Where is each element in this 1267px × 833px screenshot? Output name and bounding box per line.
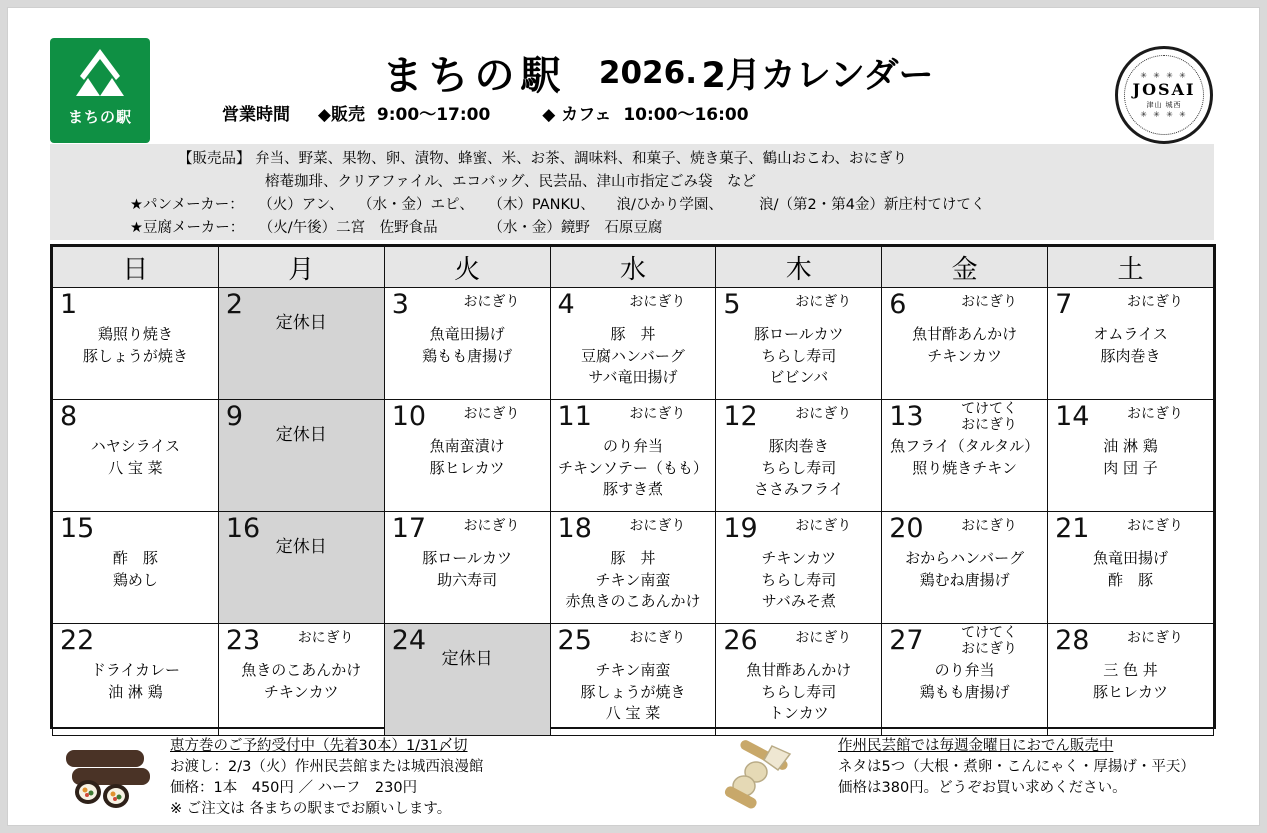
calendar-day-cell[interactable] [882,624,1048,736]
day-number: 4 [557,289,575,320]
machino-eki-logo [50,38,150,143]
day-cell-content [1048,512,1213,623]
seal-dots-bottom: ✳ ✳ ✳ ✳ [1140,110,1188,119]
day-menu [551,436,716,501]
day-menu [1048,660,1213,703]
menu-item: 魚甘酢あんかけ [746,661,852,679]
day-tag: おにぎり [629,294,686,310]
day-cell-content [551,624,716,735]
menu-item: 鶏むね唐揚げ [919,570,1010,589]
day-menu [53,324,218,367]
day-number: 1 [60,289,78,320]
closed-label: 定休日 [275,537,327,557]
menu-item: ちらし寿司 [761,346,837,365]
day-tag: おにぎり [1127,518,1183,534]
business-hours [222,100,982,125]
menu-item: 油 淋 鶏 [1103,437,1158,455]
calendar-day-cell[interactable] [218,624,384,736]
seal-sub: 津山 城西 [1146,102,1182,109]
menu-item: 豚ロールカツ [422,549,512,567]
weekday-header-sun: 日 [53,247,219,288]
day-menu [716,436,881,501]
info-line-2: 榕菴珈琲、クリアファイル、エコバッグ、民芸品、津山市指定ごみ袋 など [265,174,756,190]
menu-item: チキンカツ [761,549,837,567]
menu-item: チキン南蛮 [595,570,671,589]
menu-item: 豚すき煮 [602,480,663,498]
oden-line-1: 作州民芸館では毎週金曜日におでん販売中 [838,738,1114,754]
day-number: 6 [889,289,907,320]
menu-item: ちらし寿司 [761,570,837,589]
oden-line-3: 価格は380円。どうぞお買い求めください。 [838,780,1127,796]
day-cell-content [53,512,218,623]
mountain-house-icon [64,46,136,102]
day-menu [53,548,218,591]
day-cell-content [716,624,881,735]
day-menu [1048,324,1213,367]
calendar-day-cell[interactable] [882,400,1048,512]
menu-item: ビビンバ [769,368,829,386]
menu-item: 三 色 丼 [1103,661,1158,679]
menu-item: チキンカツ [263,682,339,701]
ehomaki-line-3: 価格：1本 450円 ／ ハーフ 230円 [170,780,418,796]
day-menu [551,548,716,613]
menu-item: 豚ヒレカツ [429,458,505,477]
hours-cafe-mark: ◆ カフェ [542,105,612,125]
day-cell-content [219,624,384,735]
day-menu [1048,548,1213,591]
day-number: 2 [225,289,244,320]
menu-item: 豚肉巻き [768,437,829,455]
day-cell-content [882,512,1047,623]
menu-item: のり弁当 [602,437,663,455]
calendar-day-cell[interactable] [384,512,550,624]
hours-sell-time: 9:00〜17:00 [376,105,491,125]
day-number: 18 [557,513,592,544]
day-number: 20 [889,513,924,544]
day-tag: おにぎり [629,518,686,534]
menu-item: 助六寿司 [437,570,498,589]
day-cell-content [1048,400,1213,511]
oden-line-2: ネタは5つ（大根・煮卵・こんにゃく・厚揚げ・平天） [838,759,1195,775]
day-number: 16 [225,513,261,544]
menu-item: 魚甘酢あんかけ [912,325,1018,343]
day-tag: おにぎり [463,518,520,534]
calendar-day-cell[interactable] [716,288,882,400]
menu-item: 豚 丼 [610,549,656,567]
menu-item: 鶏めし [112,570,158,589]
menu-item: チキン南蛮 [595,661,671,679]
menu-item: 鶏照り焼き [97,325,173,343]
ehomaki-text [170,736,483,820]
calendar-day-cell[interactable] [53,624,219,736]
day-tag: おにぎり [795,518,852,534]
day-cell-content [882,288,1047,399]
day-menu [53,436,218,479]
calendar-day-cell[interactable] [218,512,384,624]
menu-item: チキンカツ [927,346,1003,365]
day-number: 21 [1055,513,1090,544]
calendar-week-row [53,624,1214,736]
day-menu [716,548,881,613]
menu-item: 豚ロールカツ [753,325,844,343]
info-line-4: ★豆腐メーカー： （火/午後）二宮 佐野食品 （水・金）鏡野 石原豆腐 [130,220,663,236]
day-cell-content [385,512,550,623]
day-number: 15 [60,513,95,544]
menu-item: 豚肉巻き [1100,346,1161,365]
day-cell-content [716,512,881,623]
day-cell-content [1048,624,1213,735]
calendar-week-row [53,288,1214,400]
day-cell-content [385,624,550,735]
closed-label: 定休日 [275,313,327,333]
calendar-day-cell[interactable] [716,512,882,624]
calendar-grid [50,244,1216,729]
josai-seal-icon [1115,46,1213,144]
day-number: 8 [60,401,78,432]
title-year: 2026. [598,54,697,91]
menu-item: 鶏もも唐揚げ [422,346,513,365]
menu-item: 酢 豚 [112,549,158,567]
day-number: 11 [557,401,592,432]
calendar-day-cell[interactable] [384,624,550,736]
calendar-day-cell[interactable] [53,512,219,624]
menu-item: 照り焼きチキン [912,458,1018,477]
day-tag: おにぎり [463,406,520,422]
day-number: 7 [1055,289,1073,320]
day-cell-content [219,512,384,623]
ehomaki-line-1: 恵方巻のご予約受付中（先着30本）1/31〆切 [170,738,468,754]
day-tag: おにぎり [795,294,852,310]
day-number: 19 [723,513,758,544]
day-number: 22 [60,625,95,656]
info-line-3: ★パンメーカー： （火）アン、 （水・金）エピ、 （木）PANKU、 浪/ひかり学園、 浪/（第2・第4金）新庄村てけてく [130,197,986,213]
day-number: 14 [1055,401,1090,432]
info-band [50,144,1214,240]
weekday-header-row [53,247,1214,288]
calendar-day-cell[interactable] [1048,400,1214,512]
calendar-day-cell[interactable] [1048,624,1214,736]
calendar-day-cell[interactable] [550,400,716,512]
calendar-day-cell[interactable] [882,288,1048,400]
day-tag: おにぎり [463,294,520,310]
day-menu [882,548,1047,591]
menu-item: ちらし寿司 [761,682,837,701]
day-cell-content [385,400,550,511]
calendar-page [8,8,1259,825]
menu-item: 豚 丼 [610,325,656,343]
day-tag: おにぎり [961,518,1018,534]
day-tag: おにぎり [629,406,686,422]
footer-notices [50,734,1216,818]
day-tag: おにぎり [961,294,1018,310]
menu-item: 肉 団 子 [1103,458,1158,477]
hours-sell-mark: ◆販売 [317,105,365,125]
menu-item: ハヤシライス [90,437,181,455]
closed-label: 定休日 [441,649,493,669]
menu-item: 豚しょうが焼き [82,346,188,365]
menu-item: トンカツ [768,704,829,722]
menu-item: 鶏もも唐揚げ [919,682,1010,701]
menu-item: ちらし寿司 [761,458,837,477]
day-cell-content [219,288,384,399]
oden-text [838,736,1195,799]
menu-item: 豆腐ハンバーグ [580,346,685,365]
title-main: まちの駅 [382,53,567,99]
day-cell-content [551,288,716,399]
day-menu [551,324,716,389]
day-number: 10 [391,401,427,432]
day-menu [385,324,550,367]
day-menu [385,548,550,591]
page-header [8,8,1259,126]
menu-item: 八 宝 菜 [108,458,163,477]
day-menu [716,660,881,725]
day-cell-content [53,624,218,735]
day-tag: おにぎり [297,630,354,646]
calendar-week-row [53,400,1214,512]
calendar-day-cell[interactable] [716,400,882,512]
calendar-day-cell[interactable] [550,288,716,400]
day-tag: おにぎり [795,406,852,422]
calendar-week-row [53,512,1214,624]
menu-item: 八 宝 菜 [605,704,661,722]
day-menu [219,660,384,703]
calendar-day-cell[interactable] [1048,512,1214,624]
calendar-day-cell[interactable] [218,400,384,512]
weekday-header-wed: 水 [550,247,716,288]
day-number: 24 [391,625,427,656]
page-title [338,44,978,101]
menu-item: オムライス [1093,325,1168,343]
day-cell-content [53,288,218,399]
day-menu [882,324,1047,367]
menu-item: 赤魚きのこあんかけ [565,592,701,610]
weekday-header-thu: 木 [716,247,882,288]
menu-item: 魚フライ（タルタル） [890,437,1040,455]
menu-item: サバ竜田揚げ [588,368,678,386]
day-tag: てけてく おにぎり [961,401,1018,433]
day-cell-content [551,400,716,511]
calendar-day-cell[interactable] [716,624,882,736]
seal-dots-top: ✳ ✳ ✳ ✳ [1140,71,1188,80]
day-number: 25 [557,625,592,656]
day-cell-content [716,288,881,399]
day-number: 17 [391,513,427,544]
day-number: 28 [1055,625,1090,656]
day-number: 27 [889,625,924,656]
menu-item: ドライカレー [90,661,180,679]
menu-item: ささみフライ [754,480,844,498]
day-menu [882,660,1047,703]
calendar-day-cell[interactable] [1048,288,1214,400]
menu-item: 豚しょうが焼き [580,682,686,701]
weekday-header-mon: 月 [218,247,384,288]
day-number: 13 [889,401,924,432]
menu-item: 酢 豚 [1108,570,1154,589]
day-menu [882,436,1047,479]
closed-label: 定休日 [275,425,327,445]
seal-text: JOSAI [1132,80,1196,99]
calendar-day-cell[interactable] [550,512,716,624]
calendar-day-cell[interactable] [384,400,550,512]
ehomaki-line-2: お渡し：2/3（火）作州民芸館または城西浪漫館 [170,759,484,775]
day-number: 9 [225,401,244,432]
calendar-day-cell[interactable] [550,624,716,736]
menu-item: サバみそ煮 [761,592,836,610]
day-menu [53,660,218,703]
menu-item: 魚竜田揚げ [1093,549,1169,567]
day-number: 23 [225,625,261,656]
calendar-day-cell[interactable] [384,288,550,400]
day-cell-content [882,400,1047,511]
menu-item: 油 淋 鶏 [108,682,163,701]
weekday-header-fri: 金 [882,247,1048,288]
calendar-day-cell[interactable] [53,400,219,512]
hours-label: 営業時間 [222,105,290,125]
day-tag: てけてく おにぎり [961,625,1018,657]
menu-item: 豚ヒレカツ [1093,682,1169,701]
menu-item: 魚南蛮漬け [429,437,505,455]
ehomaki-line-4: ※ ご注文は 各まちの駅までお願いします。 [170,801,452,817]
day-menu [716,324,881,389]
day-cell-content [1048,288,1213,399]
weekday-header-tue: 火 [384,247,550,288]
hours-cafe-time: 10:00〜16:00 [623,105,749,125]
title-month: 2月カレンダー [701,55,934,96]
day-number: 3 [391,289,409,320]
day-menu [385,436,550,479]
day-number: 5 [723,289,741,320]
calendar-day-cell[interactable] [218,288,384,400]
day-cell-content [551,512,716,623]
logo-label: まちの駅 [67,109,132,126]
day-menu [551,660,716,725]
day-tag: おにぎり [795,630,852,646]
day-cell-content [882,624,1047,735]
ehomaki-sushi-icon [58,742,162,810]
day-tag: おにぎり [1127,406,1183,422]
day-number: 12 [723,401,758,432]
menu-item: 魚きのこあんかけ [241,661,362,679]
day-cell-content [716,400,881,511]
oden-skewer-icon [720,740,824,810]
info-line-1: 【販売品】 弁当、野菜、果物、卵、漬物、蜂蜜、米、お茶、調味料、和菓子、焼き菓子、鶴山おこわ、おにぎり [178,151,908,167]
menu-item: おからハンバーグ [905,549,1025,567]
menu-item: 魚竜田揚げ [429,325,505,343]
menu-item: のり弁当 [934,661,995,679]
day-cell-content [53,400,218,511]
weekday-header-sat: 土 [1048,247,1214,288]
day-menu [1048,436,1213,479]
menu-item: チキンソテー（もも） [558,458,708,477]
day-number: 26 [723,625,758,656]
day-tag: おにぎり [1127,294,1183,310]
calendar-day-cell[interactable] [882,512,1048,624]
day-tag: おにぎり [629,630,686,646]
day-cell-content [219,400,384,511]
calendar-day-cell[interactable] [53,288,219,400]
day-cell-content [385,288,550,399]
day-tag: おにぎり [1127,630,1183,646]
